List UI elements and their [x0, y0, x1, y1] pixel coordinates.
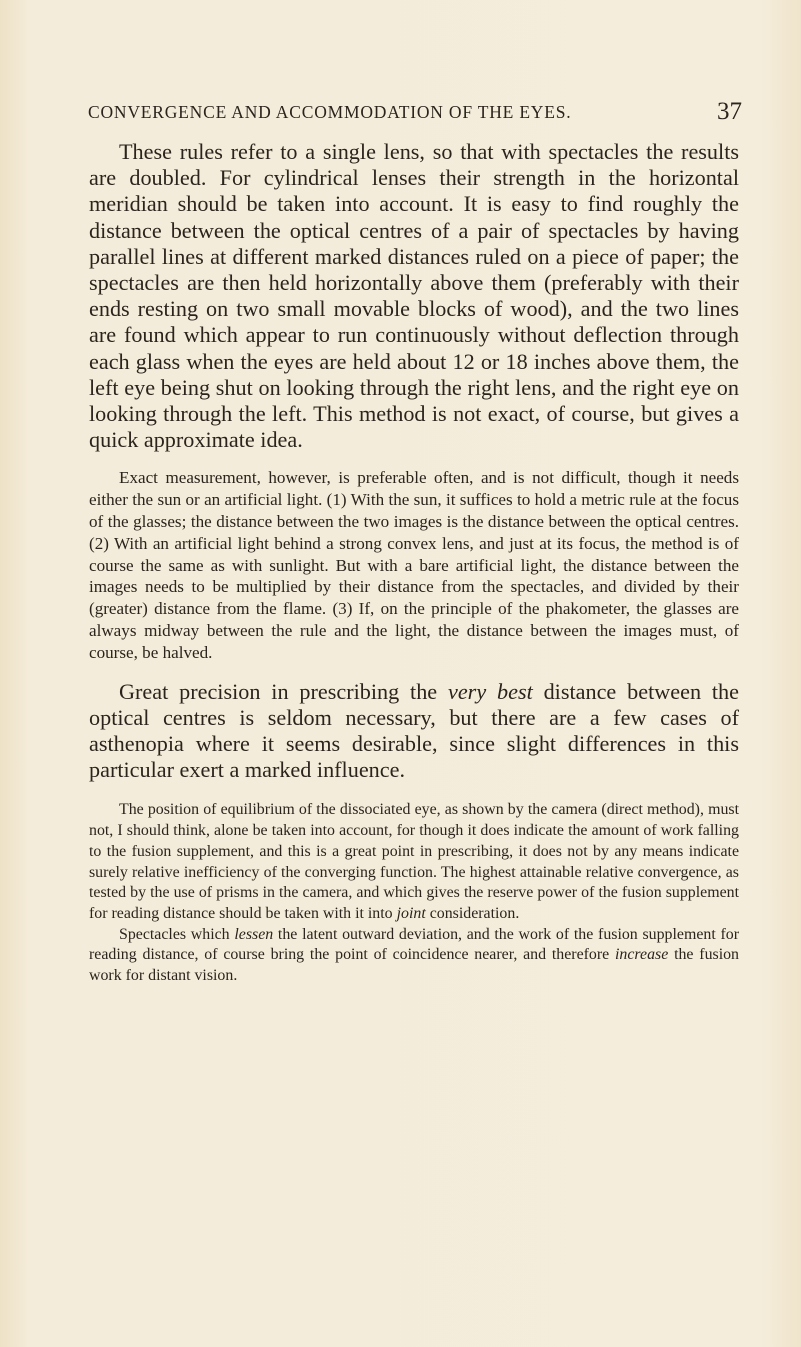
paragraph-spectacles-lessen [89, 925, 739, 987]
paragraph-great-precision [89, 679, 739, 784]
emphasis-text: very best [447, 678, 533, 704]
paragraph-spectacle-rules: These rules refer to a single lens, so that with spectacles the results are doubled. For cylindrical lenses their strength in the horizontal meridian should be taken into account. It is easy to find roughly the distance between the optical centres of a pair of spectacles by having parallel lines at different marked distances ruled on a piece of paper; the spectacles are then held horizontally above them (preferably with their ends resting on two small movable blocks of wood), and the two lines are found which appear to run continuously without deflection through each glass when the eyes are held about 12 or 18 inches above them, the left eye being shut on looking through the right lens, and the right eye on looking through the left. This method is not exact, of course, but gives a quick approximate idea. [89, 139, 739, 453]
paragraph-exact-measurement: Exact measurement, however, is preferable often, and is not difficult, though it needs either the sun or an artificial light. (1) With the sun, it suffices to hold a metric rule at the focus of the glasses; the distance between the two images is the distance between the optical centres. (2) With an artificial light behind a strong convex lens, and just at its focus, the method is of course the same as with sunlight. But with a bare artificial light, the distance between the images needs to be multiplied by their distance from the spectacles, and divided by their (greater) distance from the flame. (3) If, on the principle of the phakometer, the glasses are always midway between the rule and the light, the distance between the images must, of course, be halved. [89, 468, 739, 662]
paragraph-text: The position of equilibrium of the dissociated eye, as shown by the camera (direct method), must not, I should think, alone be taken into account, for though it does indicate the amount of work falling to the fusion supplement, and this is a great point in prescribing, it does not by any means indicate surely relative inefficiency of the converging function. The highest attainable relative convergence, as tested by the use of prisms in the camera, and which gives the reserve power of the fusion supplement for reading distance should be taken with it into [89, 801, 739, 922]
paragraph-text: the latent outward deviation, and the work of the fusion supplement for reading distance, of course bring the point of coincidence nearer, and therefore [89, 925, 739, 964]
paragraph-text: Spectacles which [119, 925, 235, 943]
emphasis-text: joint [396, 904, 426, 922]
paragraph-text: the fusion work for distant vision. [89, 946, 740, 985]
emphasis-text: increase [615, 946, 669, 964]
paragraph-text: consideration. [425, 904, 520, 922]
page-header [88, 97, 742, 127]
emphasis-text: lessen [234, 925, 274, 943]
paragraph-equilibrium [89, 800, 739, 924]
page-body [89, 139, 739, 987]
running-head: CONVERGENCE AND ACCOMMODATION OF THE EYES. [88, 102, 572, 122]
paragraph-text: Great precision in prescribing the [119, 678, 448, 704]
page-number: 37 [717, 98, 742, 125]
paragraph-text: distance between the optical centres is seldom necessary, but there are a few cases of asthenopia where it seems desirable, since slight differences in this particular exert a marked influence. [89, 678, 739, 783]
